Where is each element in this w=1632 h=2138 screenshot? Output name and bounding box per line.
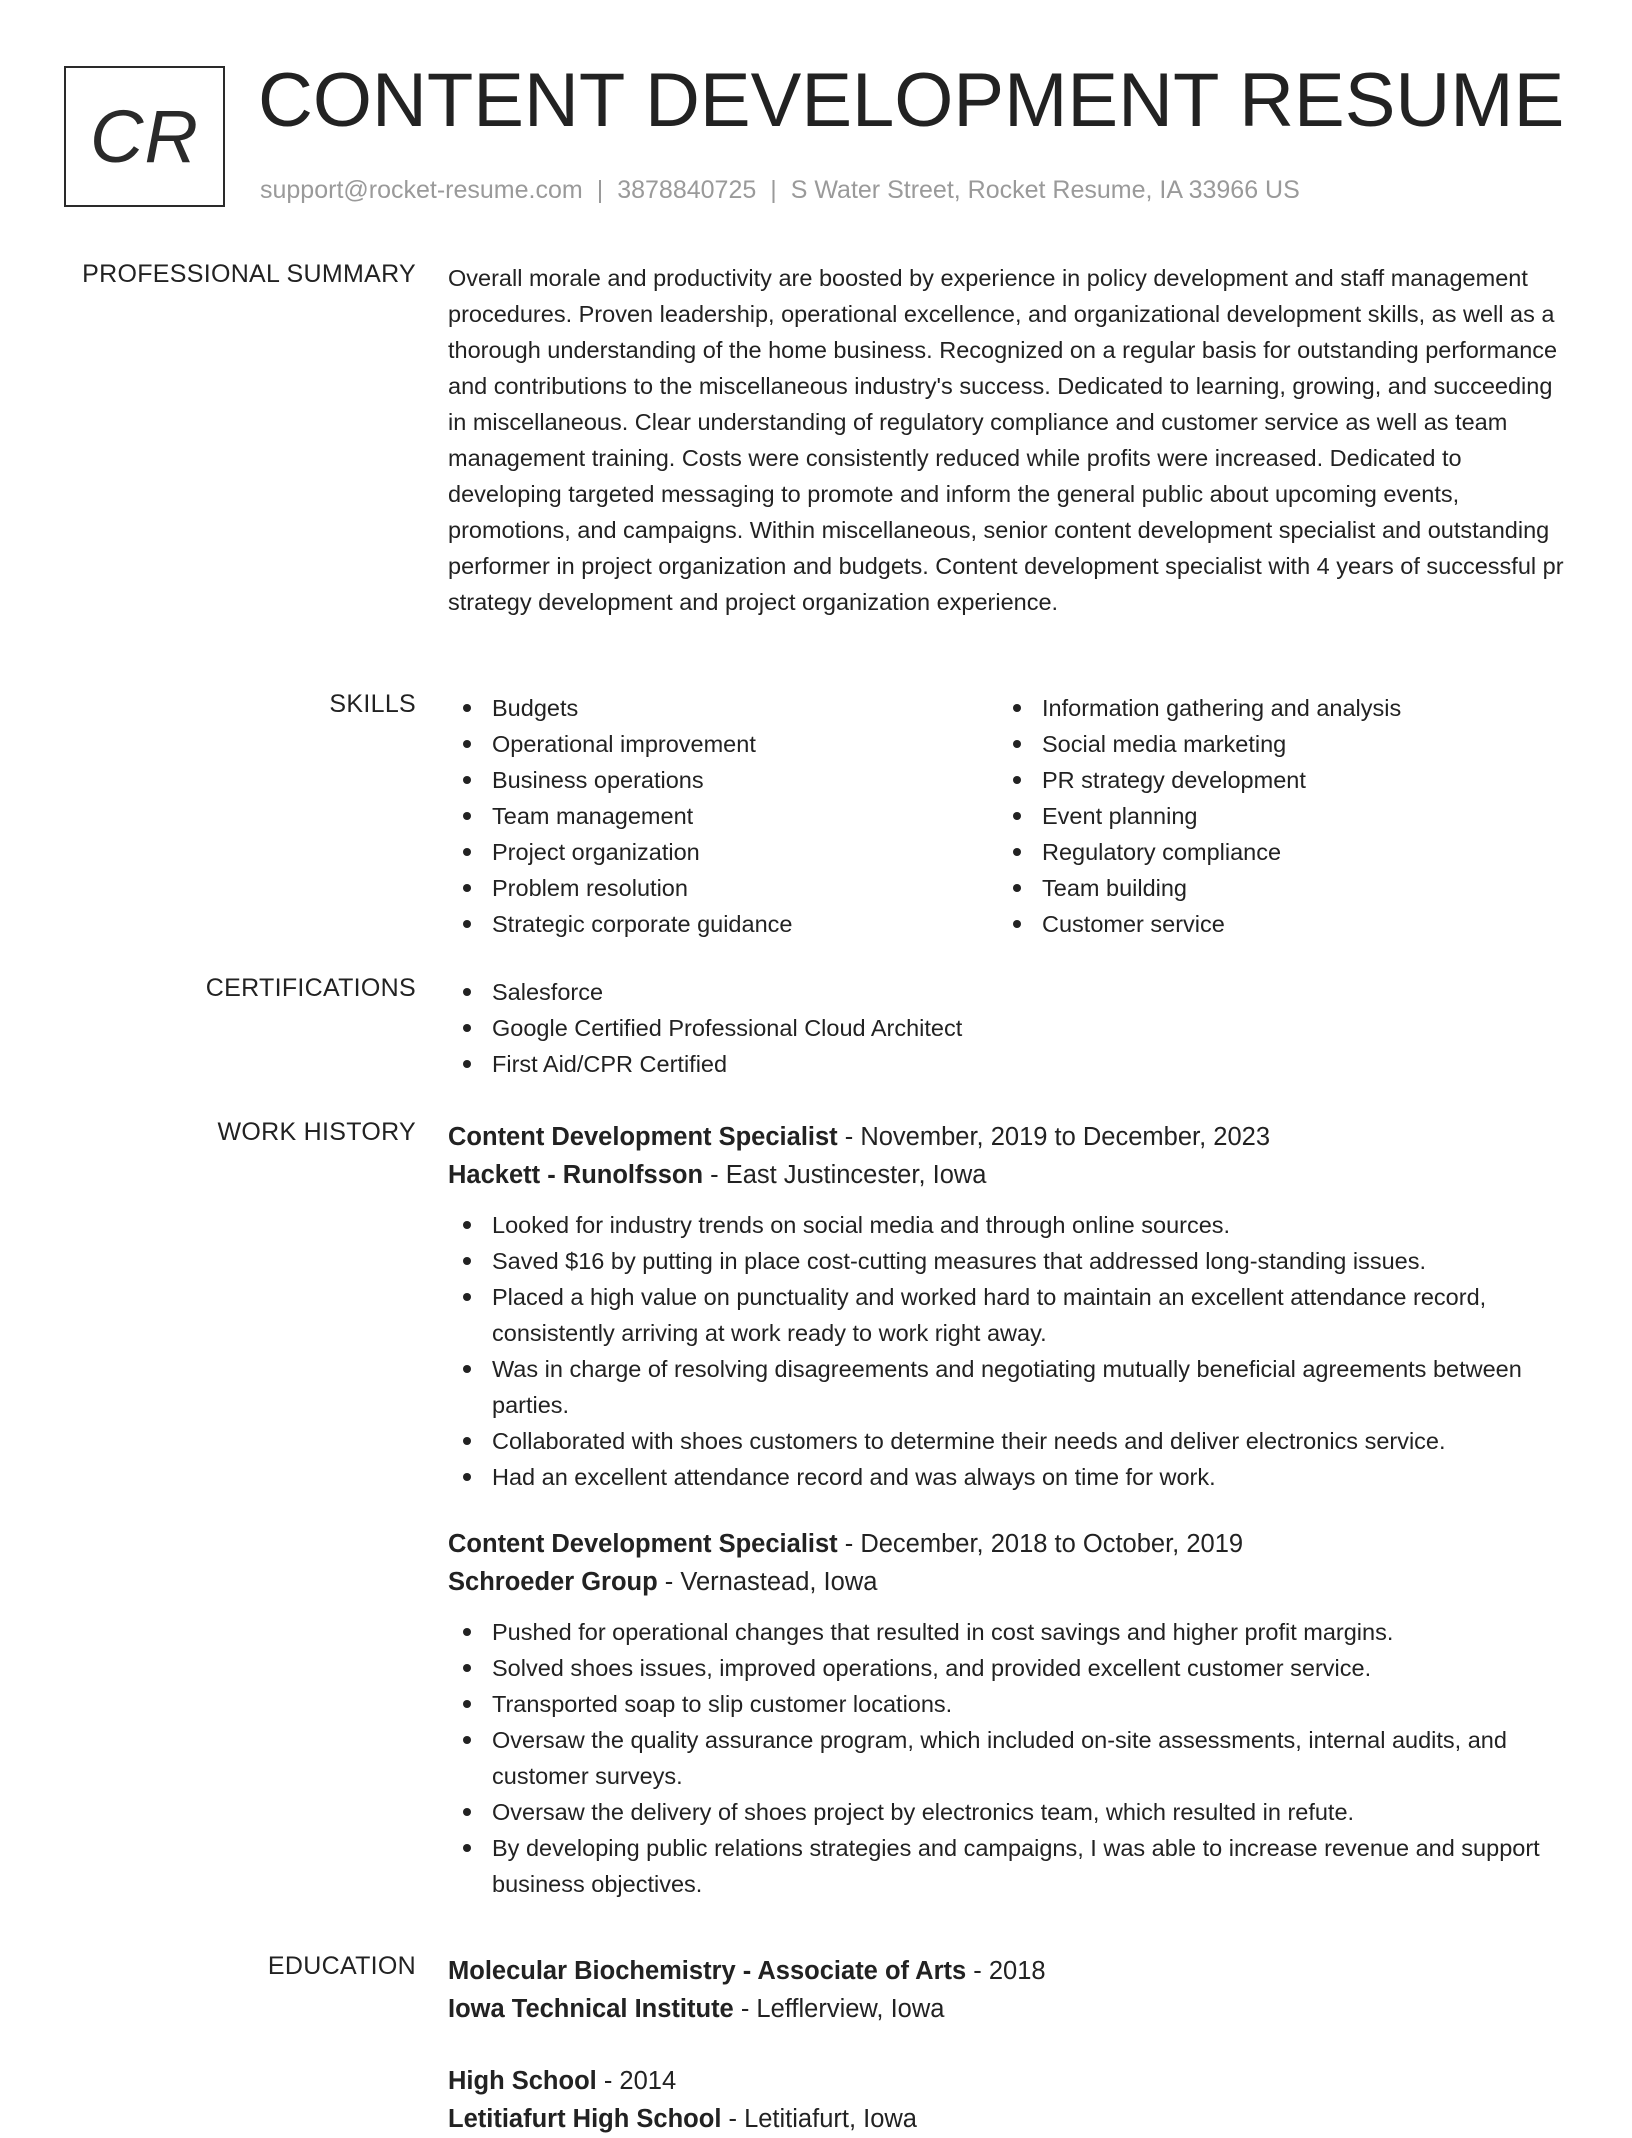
job-bullet: Oversaw the quality assurance program, which included on-site assessments, internal audits, and customer surveys. xyxy=(448,1722,1568,1794)
job-bullet: Solved shoes issues, improved operations, and provided excellent customer service. xyxy=(448,1650,1568,1686)
education-degree-line xyxy=(448,1952,1568,1990)
skill-item: Event planning xyxy=(998,798,1538,834)
section-label-skills: SKILLS xyxy=(329,690,416,718)
section-label-summary: PROFESSIONAL SUMMARY xyxy=(82,260,416,288)
job-bullet: Looked for industry trends on social media and through online sources. xyxy=(448,1207,1568,1243)
skill-item: Business operations xyxy=(448,762,988,798)
job-bullet: Saved $16 by putting in place cost-cutting measures that addressed long-standing issues. xyxy=(448,1243,1568,1279)
job-bullets xyxy=(448,1207,1568,1495)
job-company-line xyxy=(448,1156,1568,1194)
job-dates: - November, 2019 to December, 2023 xyxy=(837,1123,1271,1151)
section-label-certifications: CERTIFICATIONS xyxy=(205,974,416,1002)
job-bullet: Oversaw the delivery of shoes project by electronics team, which resulted in refute. xyxy=(448,1794,1568,1830)
work-history-content xyxy=(448,1118,1568,1902)
skill-item: Social media marketing xyxy=(998,726,1538,762)
job-title: Content Development Specialist xyxy=(448,1123,838,1151)
skill-item: Strategic corporate guidance xyxy=(448,906,988,942)
skill-item: Team building xyxy=(998,870,1538,906)
contact-line xyxy=(260,176,1300,205)
job-title-line xyxy=(448,1118,1568,1156)
education-degree-line xyxy=(448,2062,1568,2100)
job-bullet: Placed a high value on punctuality and worked hard to maintain an excellent attendance record, consistently arriving at work ready to work right away. xyxy=(448,1279,1568,1351)
skill-item: Information gathering and analysis xyxy=(998,690,1538,726)
monogram-logo: CR xyxy=(64,66,225,207)
job-title-line xyxy=(448,1525,1568,1563)
skill-item: Problem resolution xyxy=(448,870,988,906)
skill-item: Project organization xyxy=(448,834,988,870)
skill-item: Regulatory compliance xyxy=(998,834,1538,870)
certification-item: Salesforce xyxy=(448,974,1568,1010)
education-school-line xyxy=(448,2100,1568,2138)
resume-title: CONTENT DEVELOPMENT RESUME xyxy=(258,58,1565,143)
job-bullet: Pushed for operational changes that resulted in cost savings and higher profit margins. xyxy=(448,1614,1568,1650)
education-year: - 2014 xyxy=(596,2067,677,2095)
skill-item: Team management xyxy=(448,798,988,834)
job-location: - East Justincester, Iowa xyxy=(703,1161,987,1189)
skills-column-right xyxy=(998,690,1538,942)
job-entry xyxy=(448,1525,1568,1902)
certification-item: Google Certified Professional Cloud Architect xyxy=(448,1010,1568,1046)
education-degree: Molecular Biochemistry - Associate of Arts xyxy=(448,1957,967,1985)
certifications-list xyxy=(448,974,1568,1082)
skill-item: PR strategy development xyxy=(998,762,1538,798)
education-location: - Letitiafurt, Iowa xyxy=(721,2105,917,2133)
skill-item: Operational improvement xyxy=(448,726,988,762)
job-bullets xyxy=(448,1614,1568,1902)
job-company-line xyxy=(448,1563,1568,1601)
job-bullet: Collaborated with shoes customers to determine their needs and deliver electronics service. xyxy=(448,1423,1568,1459)
job-company: Hackett - Runolfsson xyxy=(448,1161,704,1189)
contact-separator: | xyxy=(596,176,604,204)
education-school-line xyxy=(448,1990,1568,2028)
job-company: Schroeder Group xyxy=(448,1568,658,1596)
job-title: Content Development Specialist xyxy=(448,1530,838,1558)
job-bullet: Transported soap to slip customer locations. xyxy=(448,1686,1568,1722)
section-label-education: EDUCATION xyxy=(267,1952,416,1980)
job-bullet: Had an excellent attendance record and was always on time for work. xyxy=(448,1459,1568,1495)
skills-column-left xyxy=(448,690,988,942)
education-school: Iowa Technical Institute xyxy=(448,1995,734,2023)
education-school: Letitiafurt High School xyxy=(448,2105,722,2133)
education-entry xyxy=(448,1952,1568,2028)
education-year: - 2018 xyxy=(966,1957,1046,1985)
contact-email[interactable]: support@rocket-resume.com xyxy=(260,176,583,204)
contact-phone[interactable]: 3878840725 xyxy=(617,176,757,204)
skill-item: Budgets xyxy=(448,690,988,726)
job-bullet: By developing public relations strategies and campaigns, I was able to increase revenue and support business objectives. xyxy=(448,1830,1568,1902)
education-degree: High School xyxy=(448,2067,597,2095)
job-entry xyxy=(448,1118,1568,1495)
job-location: - Vernastead, Iowa xyxy=(657,1568,878,1596)
certification-item: First Aid/CPR Certified xyxy=(448,1046,1568,1082)
skill-item: Customer service xyxy=(998,906,1538,942)
education-content xyxy=(448,1952,1568,2138)
section-label-work-history: WORK HISTORY xyxy=(217,1118,416,1146)
job-bullet: Was in charge of resolving disagreements and negotiating mutually beneficial agreements between parties. xyxy=(448,1351,1568,1423)
contact-separator: | xyxy=(770,176,777,204)
summary-text: Overall morale and productivity are boosted by experience in policy development and staff management procedures. Proven leadership, operational excellence, and organizational development skills, as well as a thorough understanding of the home business. Recognized on a regular basis for outstanding performance and contributions to the miscellaneous industry's success. Dedicated to learning, growing, and succeeding in miscellaneous. Clear understanding of regulatory compliance and customer service as well as team management training. Costs were consistently reduced while profits were increased. Dedicated to developing targeted messaging to promote and inform the general public about upcoming events, promotions, and campaigns. Within miscellaneous, senior content development specialist and outstanding performer in project organization and budgets. Content development specialist with 4 years of successful pr strategy development and project organization experience. xyxy=(448,265,1564,615)
education-entry xyxy=(448,2062,1568,2138)
education-location: - Lefflerview, Iowa xyxy=(733,1995,945,2023)
job-dates: - December, 2018 to October, 2019 xyxy=(837,1530,1244,1558)
contact-address: S Water Street, Rocket Resume, IA 33966 US xyxy=(790,176,1300,204)
